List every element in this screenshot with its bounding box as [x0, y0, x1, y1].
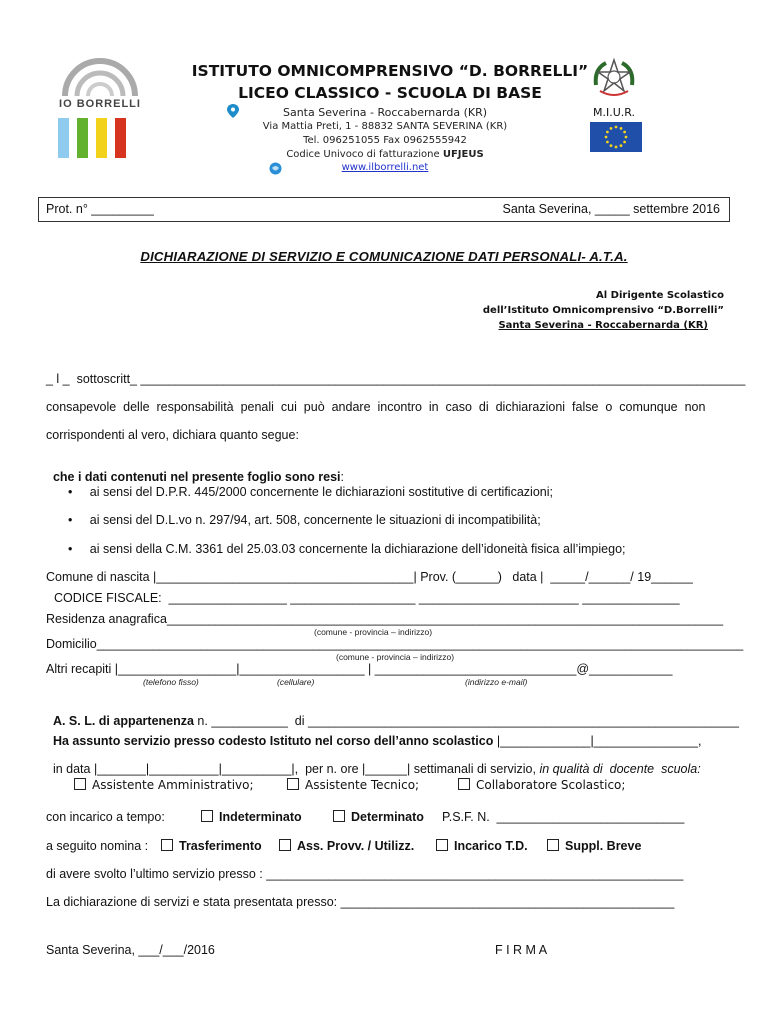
recipient-line-3: Santa Severina - Roccabernarda (KR) — [498, 320, 708, 331]
contract-label: con incarico a tempo: — [46, 810, 165, 824]
awareness-text-2: corrispondenti al vero, dichiara quanto segue: — [46, 428, 299, 442]
mobile-caption: (cellulare) — [277, 677, 315, 687]
nomina-option-td[interactable] — [436, 839, 528, 853]
service-year-input[interactable]: |_____________|_______________, — [493, 734, 702, 748]
awareness-text-1: consapevole delle responsabilità penali cui può andare incontro in caso di dichiarazioni false o comunque non — [46, 400, 706, 414]
protocol-number: Prot. n° _________ — [46, 202, 154, 216]
presented-at-field[interactable]: La dichiarazione di servizi e stata presentata presso: ________________________________________________ — [46, 895, 675, 909]
protocol-box — [38, 197, 730, 222]
recipient-line-1: Al Dirigente Scolastico — [596, 290, 724, 301]
invoice-code-line — [240, 149, 530, 160]
tax-code-field[interactable]: CODICE FISCALE: _________________ __________________ _______________________ ______________ — [54, 591, 680, 605]
contract-option-permanent[interactable] — [201, 810, 302, 824]
data-statement-bold: che i dati contenuti nel presente foglio sono resi — [52, 470, 341, 484]
list-item: • ai sensi del D.P.R. 445/2000 concernente le dichiarazioni sostitutive di certificazioni; — [68, 485, 553, 499]
asl-label: A. S. L. di appartenenza — [52, 714, 194, 728]
eu-flag — [590, 122, 642, 152]
role-label: Assistente Tecnico; — [305, 778, 420, 792]
contract-option-label: Determinato — [351, 810, 424, 824]
miur-label: M.I.U.R. — [592, 106, 636, 119]
data-statement — [46, 456, 344, 484]
previous-service-field[interactable]: di avere svolto l’ultimo servizio presso : ____________________________________________________________ — [46, 867, 684, 881]
website-link[interactable]: www.ilborrelli.net — [341, 162, 429, 173]
checkbox[interactable] — [74, 778, 86, 790]
city-line: Santa Severina - Roccabernarda (KR) — [282, 106, 488, 119]
checkbox[interactable] — [279, 839, 291, 851]
invoice-code-value: UFJEUS — [442, 149, 484, 160]
nomina-option-provv[interactable] — [279, 839, 414, 853]
psf-field[interactable]: P.S.F. N. ___________________________ — [442, 810, 685, 824]
signer-field[interactable]: _ l _ sottoscritt_ _______________________________________________________________________________________ — [46, 372, 746, 386]
institute-name: ISTITUTO OMNICOMPRENSIVO “D. BORRELLI” — [191, 62, 589, 80]
school-logo — [55, 54, 145, 160]
service-date-input[interactable]: in data |_______|__________|__________|, per n. ore |______| settimanali di servizio, — [52, 762, 540, 776]
birth-field[interactable]: Comune di nascita |_____________________________________| Prov. (______) data | _____/______/ 19______ — [46, 570, 693, 584]
checkbox[interactable] — [201, 810, 213, 822]
logo-text: IO BORRELLI — [59, 98, 141, 110]
role-label: Collaboratore Scolastico; — [476, 778, 626, 792]
bullet-text: ai sensi del D.L.vo n. 297/94, art. 508, concernente le situazioni di incompatibilità; — [89, 513, 541, 527]
bullet-text: ai sensi della C.M. 3361 del 25.03.03 concernente la dichiarazione dell’idoneità fisica all’impiego; — [89, 542, 626, 556]
nomina-label: a seguito nomina : — [46, 839, 149, 853]
place-date-field[interactable]: Santa Severina, ___/___/2016 — [46, 943, 215, 957]
nomina-option-transfer[interactable] — [161, 839, 262, 853]
contract-option-label: Indeterminato — [219, 810, 302, 824]
service-field[interactable] — [46, 720, 701, 748]
signature-label: F I R M A — [495, 943, 548, 957]
service-label: Ha assunto servizio presso codesto Istituto nel corso dell’anno scolastico — [52, 734, 494, 748]
protocol-date: Santa Severina, _____ settembre 2016 — [502, 202, 720, 216]
data-statement-colon: : — [340, 470, 344, 484]
service-date-field[interactable] — [46, 748, 701, 776]
contract-option-fixed[interactable] — [333, 810, 424, 824]
nomina-option-label: Trasferimento — [179, 839, 262, 853]
role-option-tech[interactable] — [287, 778, 419, 792]
phone-line: Tel. 096251055 Fax 0962555942 — [303, 135, 467, 146]
nomina-option-label: Suppl. Breve — [565, 839, 642, 853]
asl-input[interactable]: n. ___________ di ______________________________________________________________ — [193, 714, 739, 728]
email-caption: (indirizzo e-mail) — [465, 677, 528, 687]
phone-caption: (telefono fisso) — [143, 677, 199, 687]
nomina-option-label: Incarico T.D. — [454, 839, 528, 853]
domicile-caption: (comune - provincia – indirizzo) — [336, 652, 455, 662]
recipient-line-2: dell’Istituto Omnicomprensivo “D.Borrelli” — [482, 305, 724, 316]
list-item: • ai sensi della C.M. 3361 del 25.03.03 concernente la dichiarazione dell’idoneità fisica all’impiego; — [68, 542, 626, 556]
nomina-option-label: Ass. Provv. / Utilizz. — [297, 839, 415, 853]
invoice-code-label: Codice Univoco di fatturazione — [286, 149, 440, 160]
role-option-collab[interactable] — [458, 778, 625, 792]
school-name: LICEO CLASSICO - SCUOLA DI BASE — [238, 84, 542, 102]
document-title: DICHIARAZIONE DI SERVIZIO E COMUNICAZIONE DATI PERSONALI- A.T.A. — [140, 249, 628, 264]
service-role-text: in qualità di docente scuola: — [539, 762, 701, 776]
domicile-field[interactable]: Domicilio_____________________________________________________________________________________________ — [46, 637, 744, 651]
checkbox[interactable] — [547, 839, 559, 851]
italian-republic-emblem — [592, 55, 636, 102]
residence-field[interactable]: Residenza anagrafica________________________________________________________________________________ — [46, 612, 724, 626]
residence-caption: (comune - provincia – indirizzo) — [314, 627, 433, 637]
role-option-admin[interactable] — [74, 778, 254, 792]
address-line: Via Mattia Preti, 1 - 88832 SANTA SEVERINA (KR) — [262, 121, 508, 132]
checkbox[interactable] — [458, 778, 470, 790]
nomina-option-suppl[interactable] — [547, 839, 641, 853]
contacts-field[interactable]: Altri recapiti |_________________|__________________ | _____________________________@____________ — [46, 662, 673, 676]
location-pin-icon — [227, 104, 239, 123]
bullet-text: ai sensi del D.P.R. 445/2000 concernente le dichiarazioni sostitutive di certificazioni; — [89, 485, 553, 499]
checkbox[interactable] — [436, 839, 448, 851]
list-item: • ai sensi del D.L.vo n. 297/94, art. 508, concernente le situazioni di incompatibilità; — [68, 513, 541, 527]
role-label: Assistente Amministrativo; — [92, 778, 254, 792]
checkbox[interactable] — [287, 778, 299, 790]
checkbox[interactable] — [161, 839, 173, 851]
checkbox[interactable] — [333, 810, 345, 822]
